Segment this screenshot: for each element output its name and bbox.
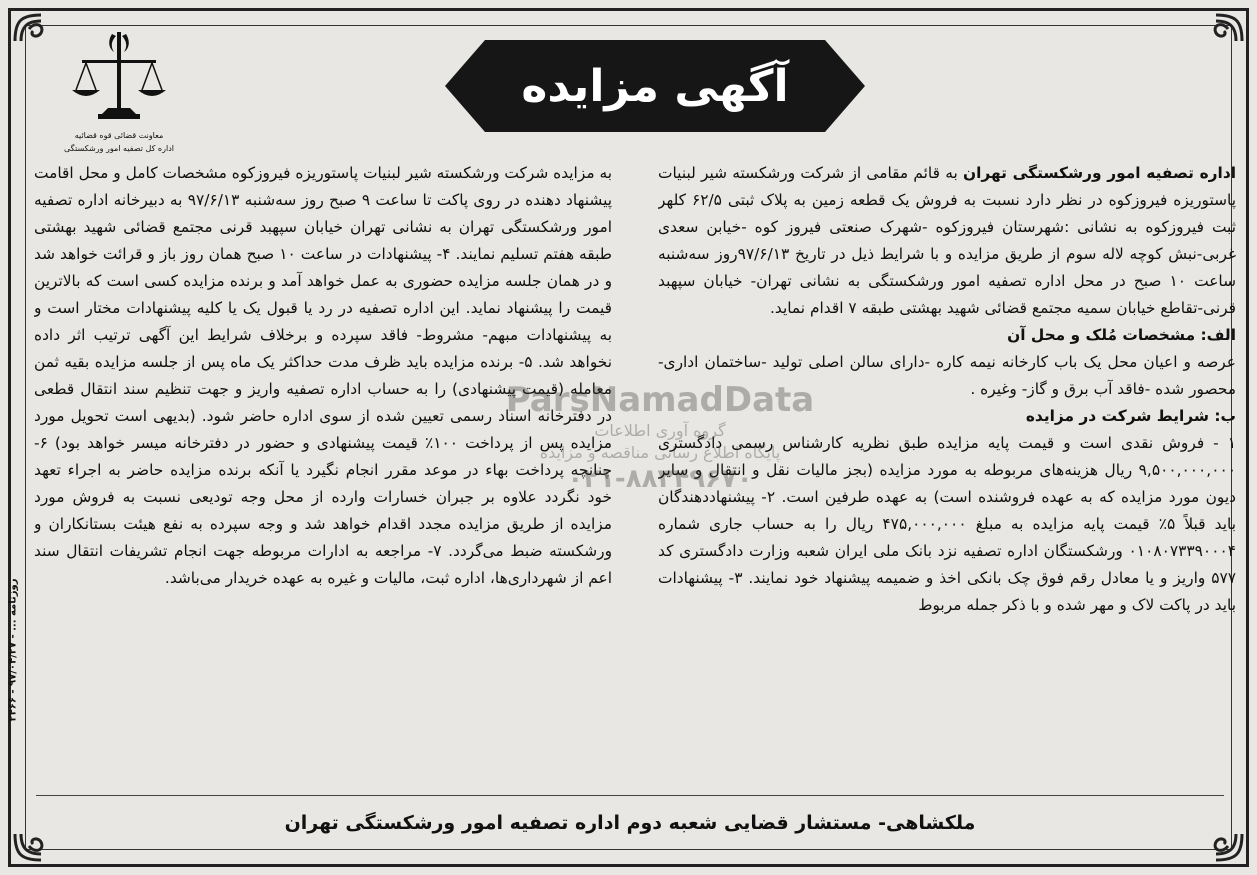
emblem-caption: اداره کل تصفیه امور ورشکستگی xyxy=(63,144,174,153)
watermark-phone: ۰۲۱-۸۸۳۴۹۶۷۰ xyxy=(567,464,753,494)
section-b-heading: ب: شرایط شرکت در مزایده xyxy=(1025,407,1236,425)
scales-of-justice-icon xyxy=(64,28,174,124)
corner-ornament-icon xyxy=(1186,11,1246,71)
conditions-continued: به مزایده شرکت ورشکسته شیر لبنیات پاستوریزه فیروزکوه مشخصات کامل و محل اقامت پیشنهاد دهنده در روی پاکت تا ساعت ۹ صبح روز سه‌شنبه ۹۷/۶/۱۳ به دبیرخانه اداره تصفیه امور ورشکستگی تهران به نشانی تهران خیابان سپهبد قرنی مجتمع قضائی شهید بهشتی طبقه هفتم تسلیم نمایند. ۴- پیشنهادات در ساعت ۱۰ صبح همان روز باز و قرائت خواهد شد و در همان جلسه مزایده حضوری به عمل خواهد آمد و برنده مزایده کسی است که بالاترین قیمت را پیشنهاد نماید. این اداره تصفیه در رد یا قبول یک یا کلیه پیشنهادات مختار است و به پیشنهادات مبهم- مشروط- فاقد سپرده و برخلاف شرایط این آگهی ترتیب اثر داده نخواهد شد. ۵- برنده مزایده باید ظرف مدت حداکثر یک ماه پس از جلسه مزایده بقیه ثمن معامله (قیمت پیشنهادی) را به حساب اداره تصفیه واریز و جهت تنظیم سند انتقال قطعی در دفترخانه اسناد رسمی تعیین شده از سوی اداره حاضر شود. (بدیهی است تحویل مورد مزایده پس از پرداخت ۱۰۰٪ قیمت پیشنهادی و حضور در دفترخانه میسر خواهد بود) ۶- چنانچه پرداخت بهاء در موعد مقرر انجام نگیرد یا آنکه برنده مزایده حاضر به اجراء تعهد خود نگردد علاوه بر جبران خسارات وارده از محل وجه تودیعی نسبت به فروش مورد مزایده از طریق مزایده مجدد اقدام خواهد شد و وجه سپرده به نفع هیئت بستانکاران و ورشکسته ضبط می‌گردد. ۷- مراجعه به ادارات مربوطه جهت انجام تشریفات انتقال سند اعم از شهرداری‌ها، اداره ثبت، مالیات و غیره به عهده خریدار می‌باشد. xyxy=(34,164,612,587)
section-b-text: ۱ - فروش نقدی است و قیمت پایه مزایده طبق نظریه کارشناس رسمی دادگستری ۹,۵۰۰,۰۰۰,۰۰۰ ریال هزینه‌های مربوطه به مورد مزایده (بجز مالیات نقل و انتقال و سایر دیون مورد مزایده که به عهده فروشنده است) به عهده طرفین است. ۲- پیشنهاددهندگان باید قبلاً ۵٪ قیمت پایه مزایده به مبلغ ۴۷۵,۰۰۰,۰۰۰ ریال را به حساب جاری شماره ۰۱۰۸۰۷۳۳۹۰۰۰۴ ورشکستگان اداره تصفیه نزد بانک ملی ایران شعبه وزارت دادگستری کد ۵۷۷ واریز و یا معادل رقم فوق چک بانکی اخذ و ضمیمه پیشنهاد خود نمایند. ۳- پیشنهادات باید در پاکت لاک و مهر شده و با ذکر جمله مربوط xyxy=(658,434,1236,614)
section-a-text: عرصه و اعیان محل یک باب کارخانه نیمه کاره -دارای سالن اصلی تولید -ساختمان اداری-محصور شده -فاقد آب برق و گاز- وغیره . xyxy=(658,353,1236,398)
notice-title: آگهی مزایده xyxy=(521,60,789,112)
watermark-brand: ParsNamadData xyxy=(505,380,815,420)
signature-line: ملکشاهی- مستشار قضایی شعبه دوم اداره تصفیه امور ورشکستگی تهران xyxy=(284,812,976,834)
right-column xyxy=(658,160,1236,770)
footer-divider xyxy=(36,795,1224,796)
emblem-caption: معاونت قضائی قوه قضائیه xyxy=(74,131,164,140)
watermark-line: گروه آوری اطلاعات xyxy=(594,421,726,440)
title-banner xyxy=(485,40,825,132)
judiciary-emblem xyxy=(64,28,174,158)
section-a-heading: الف: مشخصات مُلک و محل آن xyxy=(1007,326,1236,344)
issuer-name: اداره تصفیه امور ورشکستگی تهران xyxy=(962,164,1236,182)
side-publication-note xyxy=(2,560,24,740)
corner-ornament-icon xyxy=(11,11,71,71)
left-column xyxy=(34,160,612,770)
intro-paragraph xyxy=(658,160,1236,322)
intro-text: به قائم مقامی از شرکت ورشکسته شیر لبنیات پاستوریزه فیروزکوه در نظر دارد نسبت به فروش یک قطعه زمین به پلاک ثبتی ۶۲/۵ کلهر ثبت فیروزکوه به نشانی :شهرستان فیروزکوه -شهرک صنعتی فیروز کوه -خیابن سعدی غربی-نبش کوچه لاله سوم از طریق مزایده و با شرایط ذیل در تاریخ ۹۷/۶/۱۳روز سه‌شنبه ساعت ۱۰ صبح در محل اداره تصفیه امور ورشکستگی به نشانی تهران- خیابان سپهبد قرنی-تقاطع خیابان سمیه مجتمع قضائی شهید بهشتی طبقه ۷ اقدام نماید. xyxy=(658,164,1236,317)
side-note-text: روزنامه ... - ۹۷/۰۴/۲۷ - ۲۴۶۶ xyxy=(7,578,19,722)
watermark-line: پایگاه اطلاع رسانی مناقصه و مزایده xyxy=(539,443,781,462)
